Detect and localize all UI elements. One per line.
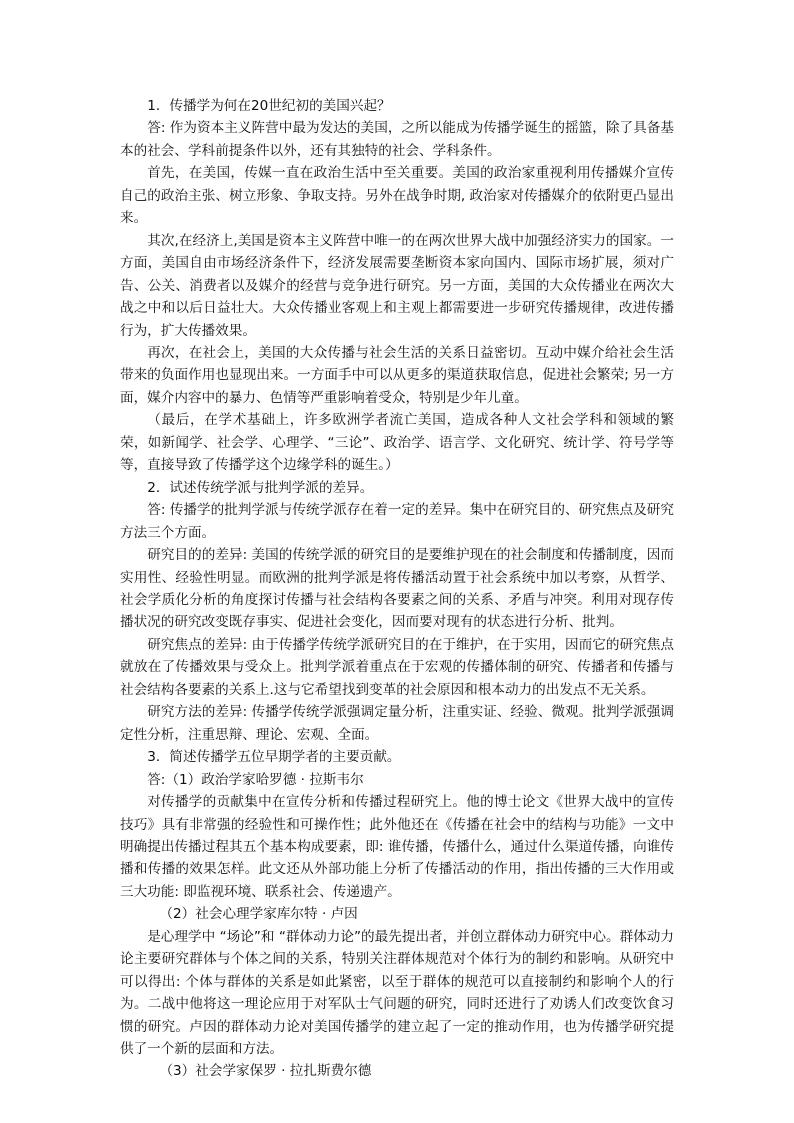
body-paragraph: 首先，在美国，传媒一直在政治生活中至关重要。美国的政治家重视利用传播媒介宣传自己的政治主张、树立形象、争取支持。另外在战争时期, 政治家对传播媒介的依附更凸显出来。	[120, 165, 674, 227]
question-heading-2: 2．试述传统学派与批判学派的差异。	[147, 479, 374, 496]
question-heading-1: 1．传播学为何在20世纪初的美国兴起？	[147, 98, 391, 114]
answer-subheading: （2）社会心理学家库尔特 · 卢因	[159, 906, 358, 923]
answer-paragraph: 答: 作为资本主义阵营中最为发达的美国，之所以能成为传播学诞生的摇篮，除了具备基本的社会、学科前提条件以外，还有其独特的社会、学科条件。	[120, 120, 674, 159]
answer-subheading: 答:（1）政治学家哈罗德 · 拉斯韦尔	[147, 771, 364, 788]
body-paragraph: 研究方法的差异: 传播学传统学派强调定量分析，注重实证、经验、微观。批判学派强调定性分析，注重思辩、理论、宏观、全面。	[120, 704, 674, 743]
body-paragraph: 其次,在经济上,美国是资本主义阵营中唯一的在两次世界大战中加强经济实力的国家。一方面，美国自由市场经济条件下，经济发展需要垄断资本家向国内、国际市场扩展，须对广告、公关、消费者以及媒介的经营与竞争进行研究。另一方面，美国的大众传播业在两次大战之中和以后日益壮大。大众传播业客观上和主观上都需要进一步研究传播规律，改进传播行为，扩大传播效果。	[120, 232, 674, 339]
body-paragraph: 对传播学的贡献集中在宣传分析和传播过程研究上。他的博士论文《世界大战中的宣传技巧》具有非常强的经验性和可操作性；此外他还在《传播在社会中的结构与功能》一文中明确提出传播过程其五个基本构成要素，即: 谁传播，传播什么，通过什么渠道传播，向谁传播和传播的效果怎样。此文还从外部功能上分析了传播活动的作用，指出传播的三大作用或三大功能: 即监视环境、联系社会、传递遗产。	[120, 794, 674, 900]
body-paragraph: 研究目的的差异: 美国的传统学派的研究目的是要维护现在的社会制度和传播制度，因而实用性、经验性明显。而欧洲的批判学派是将传播活动置于社会系统中加以考察，从哲学、社会学质化分析的角度探讨传播与社会结构各要素之间的关系、矛盾与冲突。利用对现存传播状况的研究改变既存事实、促进社会变化，因而要对现有的状态进行分析、批判。	[120, 547, 674, 631]
question-heading-3: 3．简述传播学五位早期学者的主要贡献。	[147, 749, 401, 766]
body-paragraph: （最后，在学术基础上，许多欧洲学者流亡美国，造成各种人文社会学科和领域的繁荣，如新闻学、社会学、心理学、“三论”、政治学、语言学、文化研究、统计学、符号学等等，直接导致了传播学这个边缘学科的诞生。）	[120, 412, 674, 474]
answer-subheading: （3）社会学家保罗 · 拉扎斯费尔德	[159, 1063, 372, 1080]
body-paragraph: 是心理学中 “场论”和 “群体动力论”的最先提出者，并创立群体动力研究中心。群体动力论主要研究群体与个体之间的关系，特别关注群体规范对个体行为的制约和影响。从研究中可以得出: 个体与群体的关系是如此紧密，以至于群体的规范可以直接制约和影响个人的行为。二战中他将这一理论应用于对军队士气问题的研究，同时还进行了劝诱人们改变饮食习惯的研究。卢因的群体动力论对美国传播学的建立起了一定的推动作用，也为传播学研究提供了一个新的层面和方法。	[120, 928, 674, 1058]
answer-paragraph: 答: 传播学的批判学派与传统学派存在着一定的差异。集中在研究目的、研究焦点及研究方法三个方面。	[120, 502, 674, 541]
body-paragraph: 再次，在社会上，美国的大众传播与社会生活的关系日益密切。互动中媒介给社会生活带来的负面作用也显现出来。一方面手中可以从更多的渠道获取信息，促进社会繁荣; 另一方面，媒介内容中的暴力、色情等严重影响着受众，特别是少年儿童。	[120, 344, 674, 406]
body-paragraph: 研究焦点的差异: 由于传播学传统学派研究目的在于维护，在于实用，因而它的研究焦点就放在了传播效果与受众上。批判学派着重点在于宏观的传播体制的研究、传播者和传播与社会结构各要素的关系上.这与它希望找到变革的社会原因和根本动力的出发点不无关系。	[120, 636, 674, 698]
